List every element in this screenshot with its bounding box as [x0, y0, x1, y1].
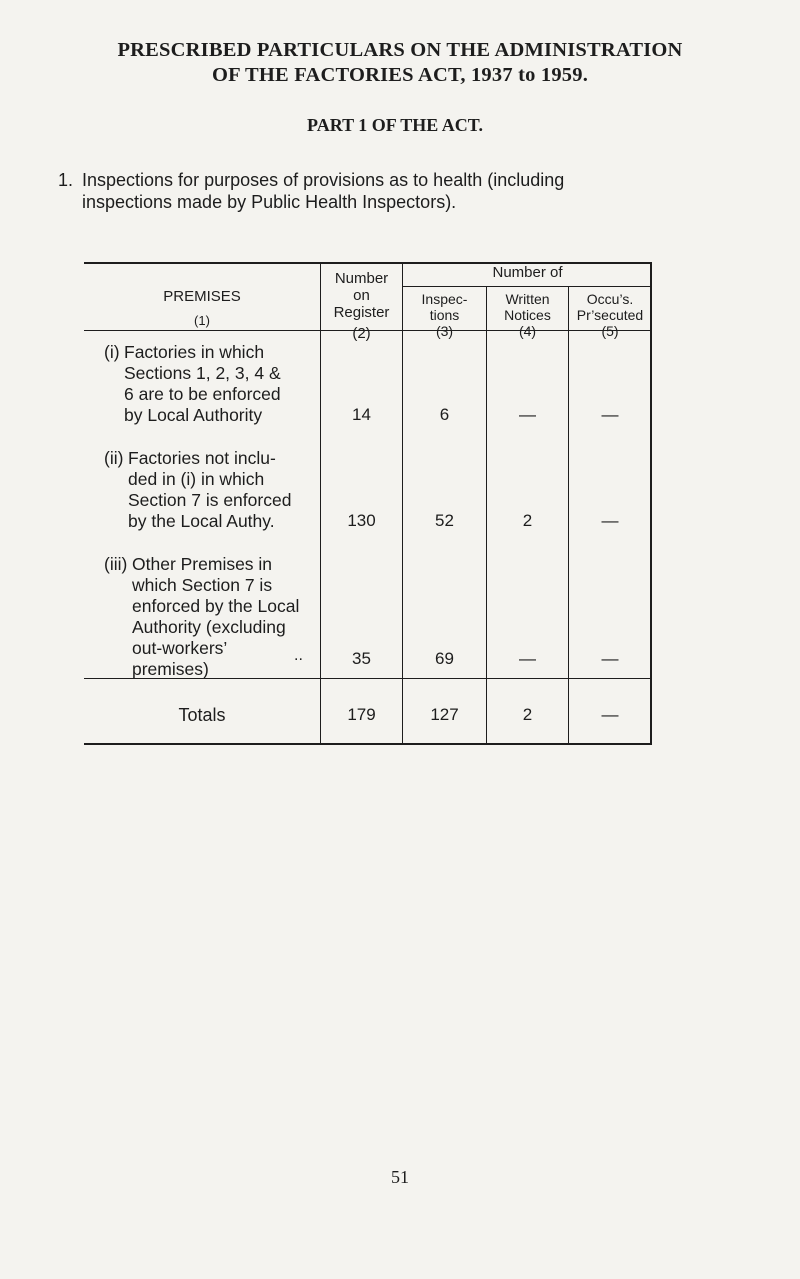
row-3-line-6: premises): [132, 659, 209, 679]
totals-notices: 2: [522, 705, 533, 724]
header-number-of: Number of: [492, 264, 563, 281]
header-notices-line2: Notices: [504, 307, 551, 323]
row-1-line-3: 6 are to be enforced: [124, 384, 281, 404]
table-bottom-border: [84, 743, 652, 745]
row-3-line-4: Authority (excluding: [132, 617, 286, 637]
row-2-inspections: 52: [435, 511, 454, 530]
number-of-rule: [403, 286, 652, 287]
intro-line-2: inspections made by Public Health Inspectors).: [82, 192, 457, 212]
header-occupiers: [569, 291, 651, 339]
page-number: 51: [391, 1167, 409, 1187]
header-inspections-line1: Inspec-: [421, 291, 468, 307]
row-2-notices: 2: [522, 511, 533, 530]
row-3-register: 35: [352, 649, 371, 668]
header-inspections-line2: tions: [429, 307, 460, 323]
totals-occupiers: —: [601, 705, 619, 724]
header-register-line3: Register: [333, 304, 390, 321]
row-1-line-2: Sections 1, 2, 3, 4 &: [124, 363, 281, 383]
row-2-number: (ii): [104, 448, 124, 468]
header-premises-label: PREMISES: [163, 288, 241, 305]
row-1-inspections: 6: [439, 405, 450, 424]
row-3-line-3: enforced by the Local: [132, 596, 300, 616]
title-line-1: PRESCRIBED PARTICULARS ON THE ADMINISTRATION: [117, 39, 683, 61]
row-1-line-4: by Local Authority: [124, 405, 263, 425]
row-1-line-1: Factories in which: [124, 342, 265, 362]
totals-inspections: 127: [430, 705, 459, 724]
row-1-notices: —: [519, 405, 536, 424]
inspections-table: [84, 262, 652, 744]
intro-number: 1.: [58, 170, 74, 190]
header-notices-col: (4): [518, 323, 537, 339]
header-register-col: (2): [352, 325, 371, 342]
header-register: [321, 270, 402, 342]
row-2-line-1: Factories not inclu-: [128, 448, 276, 468]
row-1-register: 14: [352, 405, 371, 424]
row-2-register: 130: [347, 511, 376, 530]
row-1-occupiers: —: [601, 405, 619, 424]
row-3-occupiers: —: [601, 649, 619, 668]
part-heading: PART 1 OF THE ACT.: [307, 115, 483, 135]
row-3-inspections: 69: [435, 649, 454, 668]
row-2-line-2: ded in (i) in which: [128, 469, 265, 489]
header-premises: [84, 288, 320, 329]
header-notices: [487, 291, 568, 339]
header-occupiers-col: (5): [601, 323, 619, 339]
row-2-line-3: Section 7 is enforced: [128, 490, 292, 510]
intro-line-1: Inspections for purposes of provisions as to health (including: [82, 170, 565, 190]
header-occupiers-line2: Pr’secuted: [576, 307, 644, 323]
header-premises-col: (1): [194, 313, 210, 328]
totals-label: Totals: [178, 705, 226, 725]
totals-register: 179: [347, 705, 376, 724]
row-3-number: (iii): [104, 554, 128, 574]
title-line-2: OF THE FACTORIES ACT, 1937 to 1959.: [211, 64, 589, 86]
header-inspections-col: (3): [435, 323, 454, 339]
row-1-number: (i): [104, 342, 120, 362]
header-inspections: [403, 291, 486, 339]
header-notices-line1: Written: [505, 291, 550, 307]
row-2-occupiers: —: [601, 511, 619, 530]
page-title: [0, 38, 800, 88]
row-3-line-1: Other Premises in: [132, 554, 273, 574]
row-3-leader-dots: ..: [294, 647, 303, 664]
row-3-line-5: out-workers’: [132, 638, 228, 658]
header-register-line1: Number: [334, 270, 389, 287]
header-register-line2: on: [353, 287, 370, 304]
header-occupiers-line1: Occu’s.: [586, 291, 634, 307]
row-3-notices: —: [519, 649, 536, 668]
row-3-line-2: which Section 7 is: [132, 575, 273, 595]
row-2-line-4: by the Local Authy.: [128, 511, 275, 531]
